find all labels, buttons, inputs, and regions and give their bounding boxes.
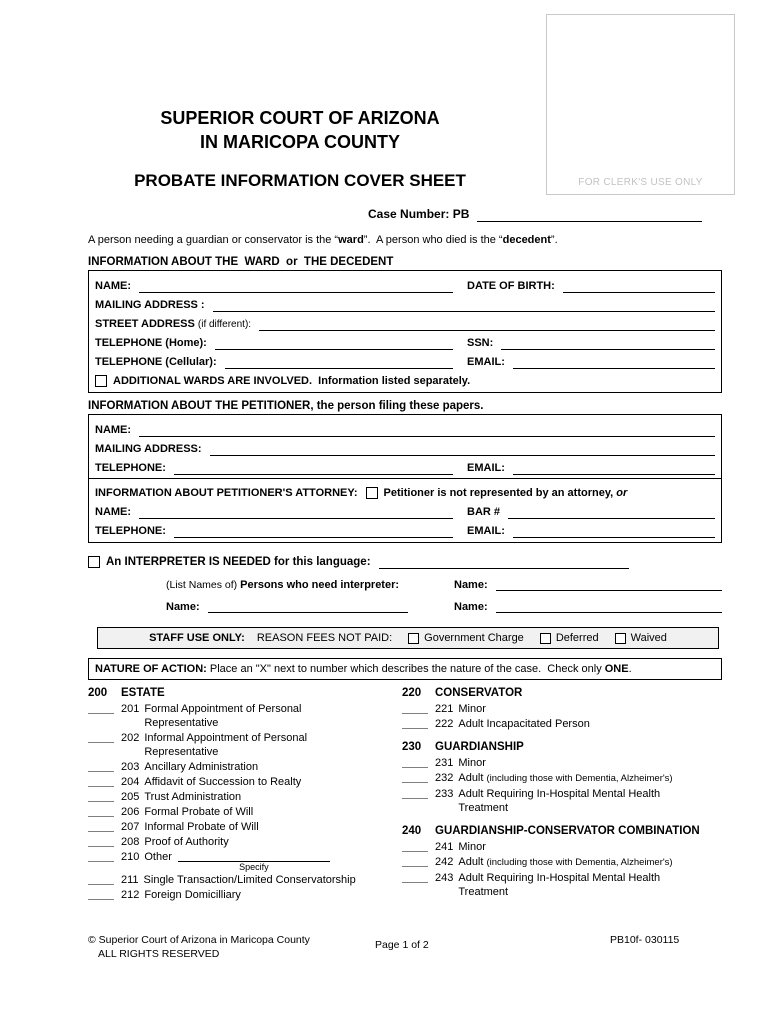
reason-fees-label: REASON FEES NOT PAID: xyxy=(256,632,393,644)
ward-dob-label: DATE OF BIRTH: xyxy=(467,280,555,292)
nature-of-action-instructions: Place an "X" next to number which describes the nature of the case. Check only xyxy=(209,663,605,675)
list-names-prefix: (List Names of) xyxy=(166,579,241,591)
action-206-blank[interactable] xyxy=(88,805,114,817)
action-243-blank[interactable] xyxy=(402,871,428,883)
interpreter-name-label-l: Name: xyxy=(166,601,200,613)
ward-phone-home-row xyxy=(95,331,715,350)
ward-dob-fill-line[interactable] xyxy=(563,280,715,293)
action-204-blank[interactable] xyxy=(88,775,114,787)
ward-info-box xyxy=(88,270,722,393)
interpreter-name-fill-line-2[interactable] xyxy=(208,600,408,613)
case-number-row xyxy=(368,207,722,222)
interpreter-persons-row xyxy=(88,574,722,591)
category-guardianship xyxy=(402,740,722,815)
attorney-email-label: EMAIL: xyxy=(467,525,505,537)
category-conservator-header xyxy=(402,686,722,701)
attorney-section-divider xyxy=(89,478,721,479)
action-208-blank[interactable] xyxy=(88,835,114,847)
action-207-blank[interactable] xyxy=(88,820,114,832)
action-item-211: 211 Single Transaction/Limited Conservatorship xyxy=(88,873,402,887)
attorney-name-fill-line[interactable] xyxy=(139,506,453,519)
action-222-blank[interactable] xyxy=(402,717,428,729)
action-232-blank[interactable] xyxy=(402,771,428,783)
intro-mid: ”. A person who died is the “ xyxy=(363,234,503,246)
attorney-phone-label: TELEPHONE: xyxy=(95,525,166,537)
ward-mailing-fill-line[interactable] xyxy=(213,299,715,312)
ward-section-header: INFORMATION ABOUT THE WARD or THE DECEDENT xyxy=(88,256,394,268)
intro-decedent-word: decedent xyxy=(502,234,551,246)
category-combo-name: GUARDIANSHIP-CONSERVATOR COMBINATION xyxy=(435,825,700,837)
action-item-232: 232 Adult (including those with Dementia, Alzheimer's) xyxy=(402,771,722,786)
category-conservator-name: CONSERVATOR xyxy=(435,687,523,699)
category-estate xyxy=(88,686,402,902)
action-item-203: 203 Ancillary Administration xyxy=(88,760,402,774)
specify-label: Specify xyxy=(239,862,269,872)
petitioner-name-row xyxy=(95,418,715,437)
ward-ssn-label: SSN: xyxy=(467,337,494,349)
interpreter-name-fill-line-1[interactable] xyxy=(496,578,722,591)
staff-use-only-label: STAFF USE ONLY: xyxy=(149,632,245,644)
action-item-243: 243 Adult Requiring In-Hospital Mental Health Treatment xyxy=(402,871,722,899)
petitioner-info-box xyxy=(88,414,722,543)
interpreter-needed-label: An INTERPRETER IS NEEDED for this language: xyxy=(106,556,371,568)
ward-mailing-label: MAILING ADDRESS : xyxy=(95,299,205,311)
attorney-bar-label: BAR # xyxy=(467,506,501,518)
action-item-210: 210 Other Specify xyxy=(88,850,402,872)
action-column-left xyxy=(88,686,402,911)
intro-ward-word: ward xyxy=(338,234,364,246)
additional-wards-row xyxy=(95,369,715,388)
action-item-212: 212 Foreign Domicilliary xyxy=(88,888,402,902)
other-specify-fill-line[interactable] xyxy=(178,850,330,862)
action-item-206: 206 Formal Probate of Will xyxy=(88,805,402,819)
action-item-201: 201 Formal Appointment of Personal Representative xyxy=(88,702,402,730)
intro-pre: A person needing a guardian or conservator is the “ xyxy=(88,234,339,246)
ward-phone-cell-fill-line[interactable] xyxy=(225,356,453,369)
attorney-name-label: NAME: xyxy=(95,506,132,518)
action-item-241: 241 Minor xyxy=(402,840,722,854)
ward-name-label: NAME: xyxy=(95,280,132,292)
action-203-blank[interactable] xyxy=(88,760,114,772)
action-item-208: 208 Proof of Authority xyxy=(88,835,402,849)
copyright-line2: ALL RIGHTS RESERVED xyxy=(98,948,220,960)
petitioner-phone-label: TELEPHONE: xyxy=(95,462,166,474)
ward-street-note: (if different): xyxy=(197,319,252,330)
nature-of-action-box xyxy=(88,658,722,680)
ward-phone-cell-label: TELEPHONE (Cellular): xyxy=(95,356,217,368)
case-number-label: Case Number: PB xyxy=(368,207,470,221)
action-242-blank[interactable] xyxy=(402,855,428,867)
petitioner-phone-row xyxy=(95,456,715,475)
action-item-205: 205 Trust Administration xyxy=(88,790,402,804)
action-item-202: 202 Informal Appointment of Personal Representative xyxy=(88,731,402,759)
no-attorney-or-word: or xyxy=(616,487,628,499)
interpreter-names-row xyxy=(88,596,722,613)
form-code: PB10f- 030115 xyxy=(610,934,680,946)
action-201-blank[interactable] xyxy=(88,702,114,714)
attorney-bar-fill-line[interactable] xyxy=(508,506,715,519)
ward-phone-cell-row xyxy=(95,350,715,369)
ward-phone-home-label: TELEPHONE (Home): xyxy=(95,337,207,349)
petitioner-mailing-fill-line[interactable] xyxy=(210,443,715,456)
action-233-blank[interactable] xyxy=(402,787,428,799)
action-item-231: 231 Minor xyxy=(402,756,722,770)
interpreter-section xyxy=(88,556,722,613)
page-number: Page 1 of 2 xyxy=(375,939,429,951)
category-conservator-code: 220 xyxy=(402,687,422,699)
petitioner-name-label: NAME: xyxy=(95,424,132,436)
interpreter-name-fill-line-3[interactable] xyxy=(496,600,722,613)
action-item-242: 242 Adult (including those with Dementia, Alzheimer's) xyxy=(402,855,722,870)
waived-checkbox[interactable] xyxy=(615,633,626,644)
action-item-233: 233 Adult Requiring In-Hospital Mental Health Treatment xyxy=(402,787,722,815)
action-231-blank[interactable] xyxy=(402,756,428,768)
category-combo-code: 240 xyxy=(402,825,422,837)
petitioner-section-header: INFORMATION ABOUT THE PETITIONER, the person filing these papers. xyxy=(88,400,484,412)
category-combo xyxy=(402,824,722,899)
nature-of-action-one: ONE xyxy=(604,663,629,675)
staff-use-only-box xyxy=(97,627,719,649)
waived-label: Waived xyxy=(630,632,667,644)
action-211-blank[interactable] xyxy=(88,873,114,885)
interpreter-language-fill-line[interactable] xyxy=(379,556,629,569)
government-charge-checkbox[interactable] xyxy=(408,633,419,644)
petitioner-mailing-row xyxy=(95,437,715,456)
case-number-fill-line[interactable] xyxy=(477,208,702,222)
ward-email-fill-line[interactable] xyxy=(513,356,715,369)
attorney-phone-fill-line[interactable] xyxy=(174,525,453,538)
deferred-label: Deferred xyxy=(555,632,599,644)
petitioner-phone-fill-line[interactable] xyxy=(174,462,453,475)
ward-phone-home-fill-line[interactable] xyxy=(215,337,453,350)
action-221-blank[interactable] xyxy=(402,702,428,714)
action-212-blank[interactable] xyxy=(88,888,114,900)
ward-street-row xyxy=(95,312,715,331)
action-242-note: (including those with Dementia, Alzheimer's) xyxy=(486,857,673,868)
clerk-use-only-label: FOR CLERK'S USE ONLY xyxy=(578,177,703,188)
government-charge-label: Government Charge xyxy=(424,632,524,644)
no-attorney-label: Petitioner is not represented by an attorney, or xyxy=(383,487,628,499)
action-item-207: 207 Informal Probate of Will xyxy=(88,820,402,834)
ward-street-label: STREET ADDRESS (if different): xyxy=(95,318,252,330)
action-columns xyxy=(88,686,722,911)
action-241-blank[interactable] xyxy=(402,840,428,852)
interpreter-name-label-r2: Name: xyxy=(454,601,488,613)
other-specify-group xyxy=(178,850,330,872)
court-name-line2: IN MARICOPA COUNTY xyxy=(200,132,400,152)
deferred-checkbox[interactable] xyxy=(540,633,551,644)
petitioner-name-fill-line[interactable] xyxy=(139,424,715,437)
ward-mailing-row xyxy=(95,293,715,312)
court-name-line1: SUPERIOR COURT OF ARIZONA xyxy=(160,108,440,128)
ward-name-row xyxy=(95,274,715,293)
additional-wards-checkbox[interactable] xyxy=(95,375,107,387)
fee-option-waived xyxy=(615,632,667,644)
petitioner-mailing-label: MAILING ADDRESS: xyxy=(95,443,202,455)
intro-post: ”. xyxy=(550,234,558,246)
category-estate-name: ESTATE xyxy=(121,687,165,699)
additional-wards-label: ADDITIONAL WARDS ARE INVOLVED. Information listed separately. xyxy=(113,375,471,387)
ward-ssn-fill-line[interactable] xyxy=(501,337,715,350)
interpreter-needed-checkbox[interactable] xyxy=(88,556,100,568)
copyright-line1: © Superior Court of Arizona in Maricopa County xyxy=(88,934,310,946)
action-item-222: 222 Adult Incapacitated Person xyxy=(402,717,722,731)
category-conservator xyxy=(402,686,722,731)
persons-need-interpreter-label: Persons who need interpreter: xyxy=(240,579,400,591)
form-content xyxy=(88,0,722,911)
action-column-right xyxy=(402,686,722,911)
action-232-note: (including those with Dementia, Alzheimer's) xyxy=(486,773,673,784)
attorney-name-row xyxy=(95,500,715,519)
category-guardianship-header xyxy=(402,740,722,755)
fee-option-deferred xyxy=(540,632,599,644)
interpreter-needed-row xyxy=(88,556,722,569)
category-estate-code: 200 xyxy=(88,687,108,699)
petitioner-email-label: EMAIL: xyxy=(467,462,505,474)
ward-email-label: EMAIL: xyxy=(467,356,505,368)
action-item-221: 221 Minor xyxy=(402,702,722,716)
copyright-block xyxy=(88,933,310,961)
intro-sentence xyxy=(88,234,722,246)
attorney-phone-row xyxy=(95,519,715,538)
interpreter-name-label-r1: Name: xyxy=(454,579,488,591)
category-guardianship-name: GUARDIANSHIP xyxy=(435,741,524,753)
ward-name-fill-line[interactable] xyxy=(139,280,453,293)
no-attorney-checkbox[interactable] xyxy=(366,487,378,499)
petitioner-email-fill-line[interactable] xyxy=(513,462,715,475)
nature-of-action-title: NATURE OF ACTION: xyxy=(95,663,210,675)
attorney-header-row xyxy=(95,481,715,500)
action-202-blank[interactable] xyxy=(88,731,114,743)
category-guardianship-code: 230 xyxy=(402,741,422,753)
nature-of-action-period: . xyxy=(628,663,632,675)
ward-street-fill-line[interactable] xyxy=(259,318,715,331)
attorney-section-header: INFORMATION ABOUT PETITIONER'S ATTORNEY: xyxy=(95,487,358,499)
category-estate-header xyxy=(88,686,402,701)
action-item-204: 204 Affidavit of Succession to Realty xyxy=(88,775,402,789)
action-205-blank[interactable] xyxy=(88,790,114,802)
fee-option-government-charge xyxy=(408,632,524,644)
court-title-block xyxy=(88,0,512,154)
attorney-email-fill-line[interactable] xyxy=(513,525,715,538)
form-title: PROBATE INFORMATION COVER SHEET xyxy=(134,171,466,190)
category-combo-header xyxy=(402,824,722,839)
action-210-blank[interactable] xyxy=(88,850,114,862)
